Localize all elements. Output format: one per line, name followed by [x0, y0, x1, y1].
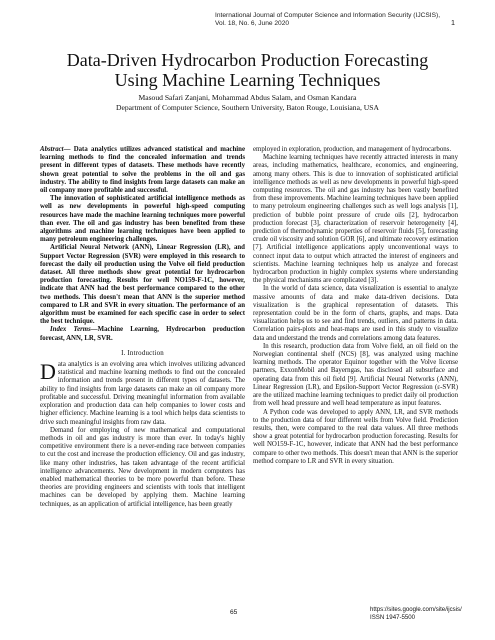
intro-paragraph-2-continued: employed in exploration, production, and management of hydrocarbons. — [253, 146, 452, 153]
intro-paragraph-6: A Python code was developed to apply ANN, LR, and SVR methods to the production data of four different wells from Volve field. Prediction results, then, were compared to the real data values. All three methods show a great potential for hydrocarbon production forecasting. Results for well NO159-F-1C, however, indicate that ANN had the best performance compare to other two methods. This doesn't mean that ANN is the superior method compare to LR and SVR in every situation. — [253, 408, 458, 465]
title-line-1: Data-Driven Hydrocarbon Production Forecasting — [66, 50, 429, 70]
paper-title — [0, 50, 495, 90]
drop-cap: D — [40, 359, 56, 385]
footer-url[interactable]: https://sites.google.com/site/ijcsis/ — [370, 606, 462, 613]
journal-name: International Journal of Computer Science and Information Security (IJCSIS), — [215, 12, 441, 19]
index-terms: Index Terms—Machine Learning, Hydrocarbon production forecast, ANN, LR, SVR. — [40, 326, 245, 342]
intro-paragraph-1: Data analytics is an evolving area which involves utilizing advanced statistical and machine learning methods to find out the concealed information and trends present in different types of datasets. The ability to find insights from large datasets can make an oil company more profitable and successful. Driving meaningful information from available exploration and production data can help companies to lower costs and higher efficiency. Machine learning is a tool which helps data scientists to drive such meaningful insights from raw data. — [40, 359, 245, 426]
intro-paragraph-3: Machine learning techniques have recently attracted interests in many areas, including mathematics, healthcare, economics, and engineering, among many others. This is due to innovation of sophisticated artificial intelligence methods as well as new developments in powerful high-speed computing resources. The oil and gas industry has been vastly benefited from these improvements. Machine learning techniques have been applied to many petroleum engineering challenges such as well logs analysis [1], prediction of bubble point pressure of crude oils [2], hydrocarbon production forecast [3], characterization of reservoir heterogeneity [4], prediction of thermodynamic properties of reservoir fluids [5], forecasting crude oil viscosity and solution GOR [6], and ultimate recovery estimation [7]. Artificial intelligence applications apply unconventional ways to connect input data to output which attracted the interest of engineers and scientists. Machine learning techniques help us analyze and forecast hydrocarbon production in highly complex systems where understanding the physical mechanisms are complicated [3]. — [253, 154, 458, 285]
abstract-label: Abstract — [40, 146, 64, 153]
intro-paragraph-5: In this research, production data from Volve field, an oil field on the Norwegian continental shelf (NCS) [8], was analyzed using machine learning methods. The operator Equinor together with the Volve license partners, ExxonMobil and Bayerngas, has disclosed all subsurface and operating data from this oil field [9]. Artificial Neural Networks (ANN), Linear Regression (LR), and Epsilon-Support Vector Regression (ε-SVR) are the utilized machine learning techniques to predict daily oil production from well head pressure and well head temperature as input features. — [253, 342, 458, 408]
index-terms-label: Index Terms — [50, 326, 91, 334]
left-column — [40, 146, 245, 509]
header-page-number: 1 — [451, 18, 455, 27]
journal-header — [215, 12, 455, 28]
title-line-2: Using Machine Learning Techniques — [114, 70, 381, 90]
author-affiliation: Department of Computer Science, Southern University, Baton Rouge, Louisiana, USA — [116, 103, 379, 112]
intro-paragraph-2: Demand for employing of new mathematical and computational methods in oil and gas industry is more than ever. In today's highly competitive environment there is a never-ending race between companies to cut the cost and increase the production efficiency. Oil and gas industry, like many other industries, has taken advantage of the recent artificial intelligence advancements. New development in modern computers has enabled mathematical theories to be more powerful than before. These theories are providing engineers and scientists with tools that intelligent machines can be developed by applying them. Machine learning techniques, as an application of artificial intelligence, has been greatly — [40, 426, 245, 508]
abstract-paragraph-2: The innovation of sophisticated artificial intelligence methods as well as new developments in powerful high-speed computing resources have made the machine learning techniques more powerful than ever. The oil and gas industry has been benefited from these algorithms and machine learning techniques have been applied to many petroleum engineering challenges. — [40, 195, 245, 244]
journal-volume: Vol. 18, No. 6, June 2020 — [215, 20, 290, 27]
section-heading-introduction: I. Introduction — [121, 349, 164, 357]
intro-paragraph-4: In the world of data science, data visualization is essential to analyze massive amounts of data and make data-driven decisions. Data visualization is the graphical representation of datasets. This representation could be in the form of charts, graphs, and maps. Data visualization helps us to see and find trends, outliers, and patterns in data. Correlation pairs-plots and heat-maps are used in this study to visualize data and understand the trends and correlations among data features. — [253, 285, 458, 342]
right-column — [253, 146, 458, 466]
abstract-paragraph-3: Artificial Neural Network (ANN), Linear Regression (LR), and Support Vector Regression (SVR) were employed in this research to forecast the daily oil production using the Volve oil field production dataset. All three methods show great potential for hydrocarbon production forecasting. Results for well NO159-F-1C, however, indicate that ANN had the best performance compared to the other two methods. This doesn't mean that ANN is the superior method compared to LR and SVR in every situation. The performance of an algorithm must be examined for each specific case in order to select the best technique. — [40, 244, 245, 326]
footer-page-number: 65 — [230, 609, 238, 616]
abstract-paragraph-1: Abstract— Data analytics utilizes advanced statistical and machine learning methods to find the concealed information and trends present in different types of datasets. These methods have recently shown great potential to solve the problems in the oil and gas industry. The ability to find insights from large datasets can make an oil company more profitable and successful. — [40, 146, 245, 195]
author-names: Masoud Safari Zanjani, Mohammad Abdus Salam, and Osman Kandara — [138, 93, 357, 102]
author-block — [0, 93, 495, 113]
footer-issn: ISSN 1947-5500 — [370, 614, 416, 621]
footer-info — [370, 606, 462, 622]
